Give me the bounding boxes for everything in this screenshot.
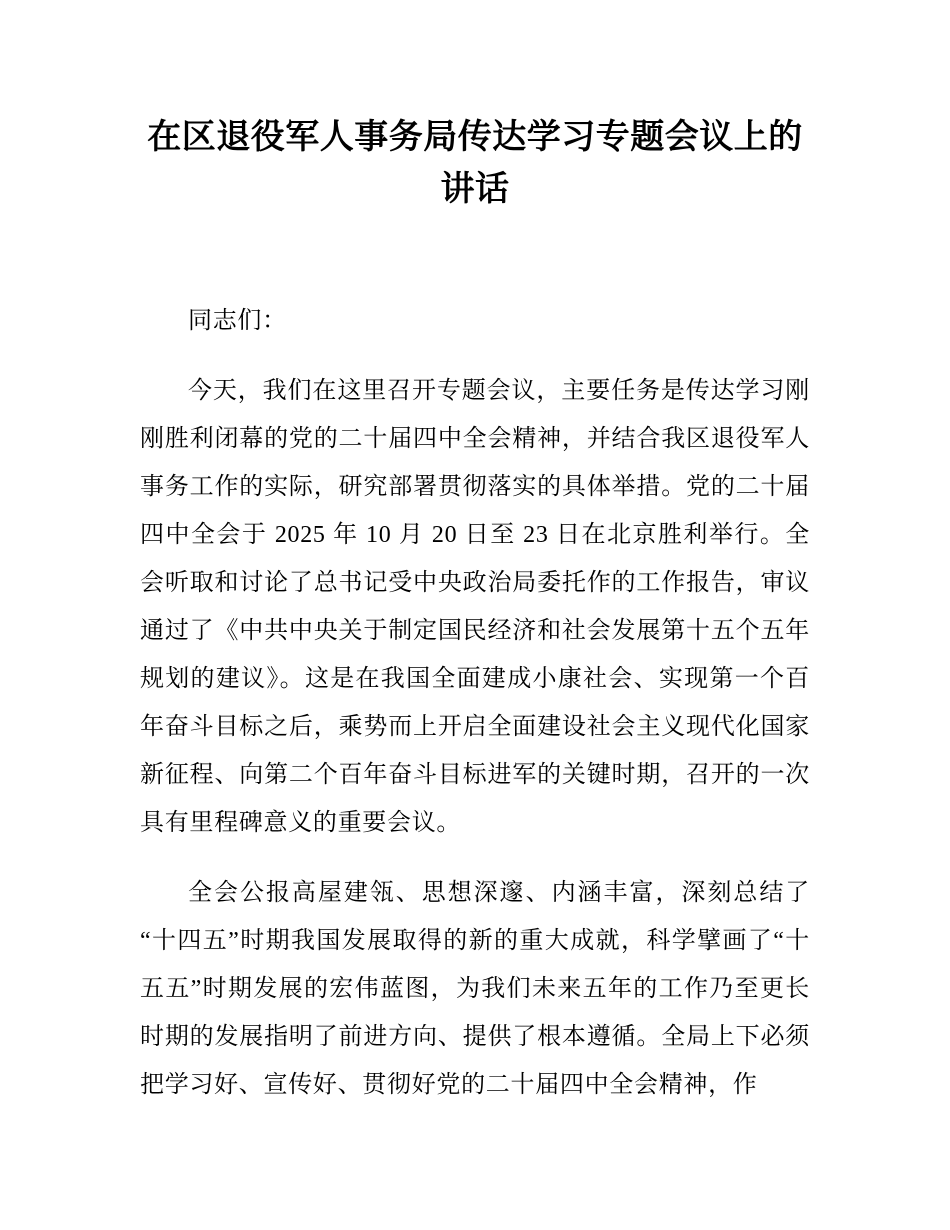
document-title: 在区退役军人事务局传达学习专题会议上的讲话 — [147, 118, 803, 208]
document-body — [140, 297, 810, 1109]
paragraph-meeting-purpose: 今天，我们在这里召开专题会议，主要任务是传达学习刚刚胜利闭幕的党的二十届四中全会精神，并结合我区退役军人事务工作的实际，研究部署贯彻落实的具体举措。党的二十届四中全会于 2025 年 10 月 20 日至 23 日在北京胜利举行。全会听取和讨论了总书记受中央政治局委托作的工作报告，审议通过了《中共中央关于制定国民经济和社会发展第十五个五年规划的建议》。这是在我国全面建成小康社会、实现第一个百年奋斗目标之后，乘势而上开启全面建设社会主义现代化国家新征程、向第二个百年奋斗目标进军的关键时期，召开的一次具有里程碑意义的重要会议。 — [140, 378, 810, 836]
paragraph-salutation: 同志们： — [188, 308, 287, 334]
paragraph-communique-summary: 全会公报高屋建瓴、思想深邃、内涵丰富，深刻总结了“十四五”时期我国发展取得的新的重大成就，科学擘画了“十五五”时期发展的宏伟蓝图，为我们未来五年的工作乃至更长时期的发展指明了前进方向、提供了根本遵循。全局上下必须把学习好、宣传好、贯彻好党的二十届四中全会精神，作 — [140, 880, 810, 1098]
